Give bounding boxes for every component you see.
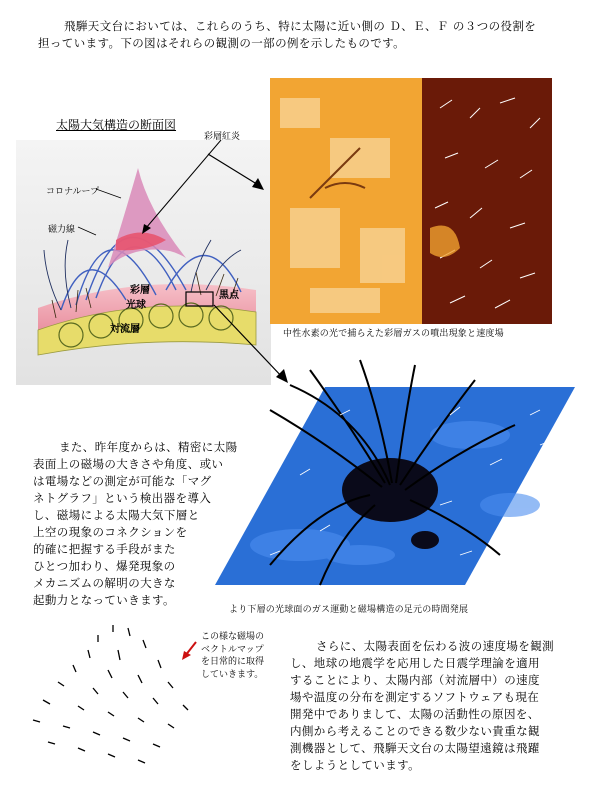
label-field-line: 磁力線 <box>48 225 76 235</box>
label-chromosphere: 彩層 <box>130 285 150 296</box>
para2-line-8: ひとつ加わり、爆発現象の <box>33 559 176 573</box>
vector-note-line-3: を日常的に取得 <box>201 657 265 667</box>
label-prominence: 彩層紅炎 <box>204 132 241 142</box>
vector-map <box>18 620 203 770</box>
para2-line-3: は電場などの測定が可能な「マグ <box>33 474 212 488</box>
para2-line-2: 表面上の磁場の大きさや角度、或い <box>33 457 224 471</box>
helioseismology-paragraph <box>290 638 554 774</box>
intro-line-2: 担っています。下の図はそれらの観測の一部の例を示したものです。 <box>38 36 406 50</box>
para3-line-3: することにより、太陽内部（対流層中）の速度 <box>290 673 540 687</box>
diagram-title: 太陽大気構造の断面図 <box>56 118 177 132</box>
label-sunspot: 黒点 <box>219 290 239 301</box>
para2-line-6: 上空の現象のコネクションを <box>33 525 188 539</box>
intro-line-1: 飛騨天文台においては、これらのうち、特に太陽に近い側の Ｄ、Ｅ、Ｆ の３つの役割を <box>64 19 537 33</box>
vector-map-strokes <box>33 625 188 763</box>
para3-line-6: 内側から考えることのできる数少ない貴重な観 <box>290 724 540 738</box>
para2-line-1: また、昨年度からは、精密に太陽 <box>59 440 238 454</box>
para3-line-4: 場や温度の分布を測定するソフトウェアも現在 <box>290 690 540 704</box>
para3-line-2: し、地球の地震学を応用した日震学理論を適用 <box>290 656 540 670</box>
para3-line-7: 測機器として、飛騨天文台の太陽望遠鏡は飛躍 <box>290 741 540 755</box>
vector-note-line-2: ベクトルマップ <box>201 644 264 655</box>
label-corona-loop: コロナループ <box>46 187 100 197</box>
para3-line-1: さらに、太陽表面を伝わる波の速度場を観測 <box>316 639 554 653</box>
label-convection: 対流層 <box>110 324 140 335</box>
intro-paragraph <box>38 18 588 52</box>
para2-line-10: 起動力となっていきます。 <box>33 593 175 607</box>
arrow-to-halpha <box>200 150 270 195</box>
sunspot-image <box>210 355 580 600</box>
vector-note <box>201 631 264 681</box>
magnetograph-paragraph <box>33 439 238 609</box>
halpha-caption: 中性水素の光で捕らえた彩層ガスの噴出現象と速度場 <box>283 329 504 339</box>
vector-note-line-1: この様な磁場の <box>201 632 265 642</box>
sunspot-caption: より下層の光球面のガス運動と磁場構造の足元の時間発展 <box>229 605 469 615</box>
red-arrow-icon <box>180 640 200 662</box>
para3-line-5: 開発中でありまして、太陽の活動性の原因を、 <box>290 707 540 721</box>
vector-note-line-4: していきます。 <box>201 669 264 680</box>
para2-line-5: し、磁場による太陽大気下層と <box>33 508 200 522</box>
halpha-dark-panel <box>422 78 552 324</box>
label-photosphere: 光球 <box>126 300 146 311</box>
para2-line-4: ネトグラフ」という検出器を導入 <box>33 491 212 505</box>
para3-line-8: をしようとしています。 <box>290 758 420 772</box>
para2-line-9: メカニズムの解明の大きな <box>33 576 176 590</box>
halpha-image <box>270 78 552 324</box>
para2-line-7: 的確に把握する手段がまた <box>33 542 176 556</box>
sunspot-secondary <box>411 531 439 549</box>
